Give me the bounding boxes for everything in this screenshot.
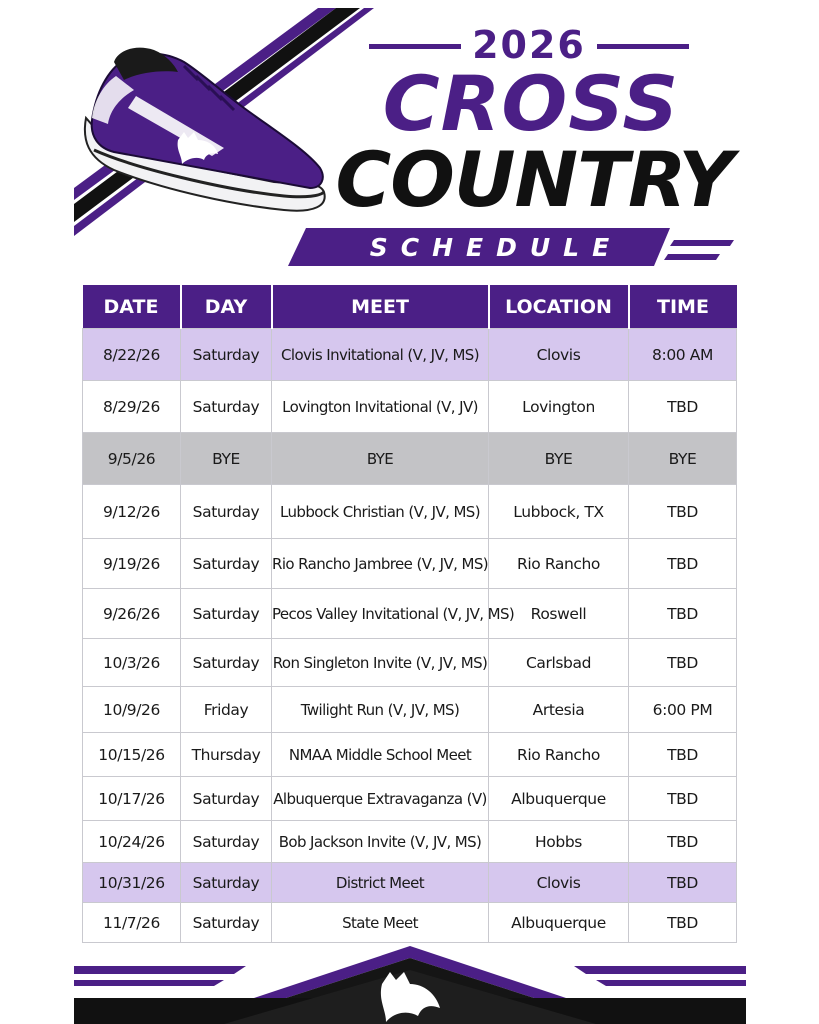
schedule-table-wrap: [82, 285, 736, 943]
table-row: [83, 903, 737, 943]
schedule-subtitle: SCHEDULE: [369, 233, 623, 262]
cell-day: Saturday: [181, 777, 272, 821]
table-row: [83, 485, 737, 539]
cell-date: 9/5/26: [83, 433, 181, 485]
cell-time: TBD: [629, 589, 737, 639]
cell-meet: District Meet: [272, 863, 489, 903]
cell-day: BYE: [181, 433, 272, 485]
cell-meet: Bob Jackson Invite (V, JV, MS): [272, 821, 489, 863]
cell-meet: NMAA Middle School Meet: [272, 733, 489, 777]
cell-time: TBD: [629, 903, 737, 943]
cell-location: Clovis: [489, 863, 629, 903]
cell-location: Clovis: [489, 329, 629, 381]
table-row: [83, 381, 737, 433]
cell-meet: Lovington Invitational (V, JV): [272, 381, 489, 433]
cell-time: TBD: [629, 381, 737, 433]
cell-date: 10/3/26: [83, 639, 181, 687]
table-row: [83, 639, 737, 687]
cell-day: Saturday: [181, 639, 272, 687]
cell-date: 11/7/26: [83, 903, 181, 943]
table-row: [83, 589, 737, 639]
cell-meet: Albuquerque Extravaganza (V): [272, 777, 489, 821]
cell-meet: Lubbock Christian (V, JV, MS): [272, 485, 489, 539]
cell-time: TBD: [629, 733, 737, 777]
schedule-poster: [74, 0, 746, 1024]
table-row: [83, 863, 737, 903]
table-row: [83, 821, 737, 863]
table-row: [83, 687, 737, 733]
cell-date: 9/12/26: [83, 485, 181, 539]
column-header-day: DAY: [181, 285, 272, 329]
cell-location: Rio Rancho: [489, 539, 629, 589]
cell-day: Saturday: [181, 821, 272, 863]
cell-location: Albuquerque: [489, 777, 629, 821]
cell-location: Lovington: [489, 381, 629, 433]
cell-day: Saturday: [181, 903, 272, 943]
cell-time: 8:00 AM: [629, 329, 737, 381]
cell-date: 10/31/26: [83, 863, 181, 903]
cell-day: Saturday: [181, 329, 272, 381]
cell-date: 10/24/26: [83, 821, 181, 863]
cell-date: 10/15/26: [83, 733, 181, 777]
cell-meet: State Meet: [272, 903, 489, 943]
cell-day: Saturday: [181, 485, 272, 539]
title-line-1: CROSS: [382, 59, 680, 148]
cell-date: 8/22/26: [83, 329, 181, 381]
cell-time: TBD: [629, 863, 737, 903]
cell-time: BYE: [629, 433, 737, 485]
cell-location: BYE: [489, 433, 629, 485]
schedule-rows: [83, 329, 737, 943]
cell-location: Artesia: [489, 687, 629, 733]
cell-date: 10/17/26: [83, 777, 181, 821]
cell-day: Saturday: [181, 863, 272, 903]
table-header-row: [83, 285, 737, 329]
cell-location: Lubbock, TX: [489, 485, 629, 539]
table-row: [83, 433, 737, 485]
schedule-table: [82, 285, 737, 943]
cell-time: TBD: [629, 539, 737, 589]
table-row: [83, 539, 737, 589]
title-line-2: COUNTRY: [335, 135, 733, 224]
cell-location: Rio Rancho: [489, 733, 629, 777]
cell-date: 9/19/26: [83, 539, 181, 589]
cell-day: Saturday: [181, 381, 272, 433]
cell-date: 10/9/26: [83, 687, 181, 733]
table-row: [83, 777, 737, 821]
cell-meet: Clovis Invitational (V, JV, MS): [272, 329, 489, 381]
column-header-location: LOCATION: [489, 285, 629, 329]
column-header-date: DATE: [83, 285, 181, 329]
poster-header: [74, 0, 746, 280]
table-row: [83, 733, 737, 777]
poster-footer: [74, 940, 746, 1024]
cell-meet: Pecos Valley Invitational (V, JV, MS): [272, 589, 489, 639]
column-header-meet: MEET: [272, 285, 489, 329]
cell-date: 9/26/26: [83, 589, 181, 639]
cell-meet: BYE: [272, 433, 489, 485]
cell-location: Roswell: [489, 589, 629, 639]
table-row: [83, 329, 737, 381]
cell-day: Thursday: [181, 733, 272, 777]
cell-location: Carlsbad: [489, 639, 629, 687]
cell-meet: Ron Singleton Invite (V, JV, MS): [272, 639, 489, 687]
cell-location: Hobbs: [489, 821, 629, 863]
cell-time: TBD: [629, 821, 737, 863]
cell-location: Albuquerque: [489, 903, 629, 943]
cell-time: TBD: [629, 639, 737, 687]
cell-day: Saturday: [181, 539, 272, 589]
cell-time: TBD: [629, 485, 737, 539]
cell-time: TBD: [629, 777, 737, 821]
cell-meet: Twilight Run (V, JV, MS): [272, 687, 489, 733]
cell-day: Saturday: [181, 589, 272, 639]
column-header-time: TIME: [629, 285, 737, 329]
cell-time: 6:00 PM: [629, 687, 737, 733]
cell-meet: Rio Rancho Jambree (V, JV, MS): [272, 539, 489, 589]
cell-date: 8/29/26: [83, 381, 181, 433]
cell-day: Friday: [181, 687, 272, 733]
season-year: 2026: [472, 23, 586, 67]
